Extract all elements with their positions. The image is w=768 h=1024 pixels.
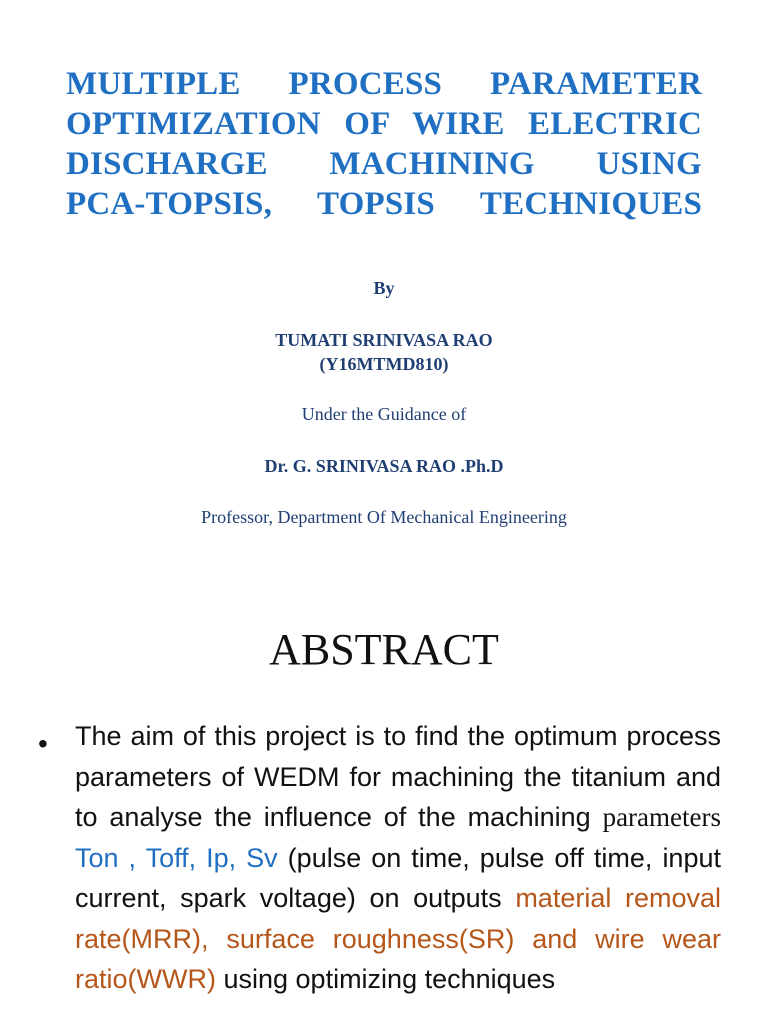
abstract-paragraph [75, 716, 721, 1000]
title-line: OPTIMIZATION OF WIRE ELECTRIC [66, 106, 702, 142]
guide-name: Dr. G. SRINIVASA RAO .Ph.D [264, 456, 504, 476]
abstract-heading: ABSTRACT [269, 625, 499, 674]
abstract-text: (pulse on time, pulse off time, input current, spark voltage) on outputs [75, 842, 721, 913]
bullet-icon: • [38, 728, 48, 759]
guidance-label: Under the Guidance of [301, 404, 467, 424]
author-block [0, 328, 768, 376]
output-list: material removal rate(MRR), surface roughness(SR) and wire wear ratio(WWR) [75, 883, 721, 994]
author-id: (Y16MTMD810) [319, 354, 449, 374]
abstract-slide [0, 580, 768, 1024]
author-name: TUMATI SRINIVASA RAO [275, 330, 493, 350]
title-line: MULTIPLE PROCESS PARAMETER [66, 66, 702, 102]
abstract-text: The aim of this project is to find the optimum process parameters of WEDM for machining the titanium and to analyse the influence of the machining [75, 721, 721, 832]
parameter-list: Ton , Toff, Ip, Sv [75, 842, 278, 873]
title-line: DISCHARGE MACHINING USING [66, 146, 702, 182]
abstract-text-serif: parameters [602, 802, 721, 832]
title-line: PCA-TOPSIS, TOPSIS TECHNIQUES [66, 186, 702, 222]
presentation-title [66, 64, 702, 224]
by-label: By [373, 278, 395, 298]
abstract-text: using optimizing techniques [215, 964, 556, 994]
guide-position: Professor, Department Of Mechanical Engineering [201, 507, 567, 527]
